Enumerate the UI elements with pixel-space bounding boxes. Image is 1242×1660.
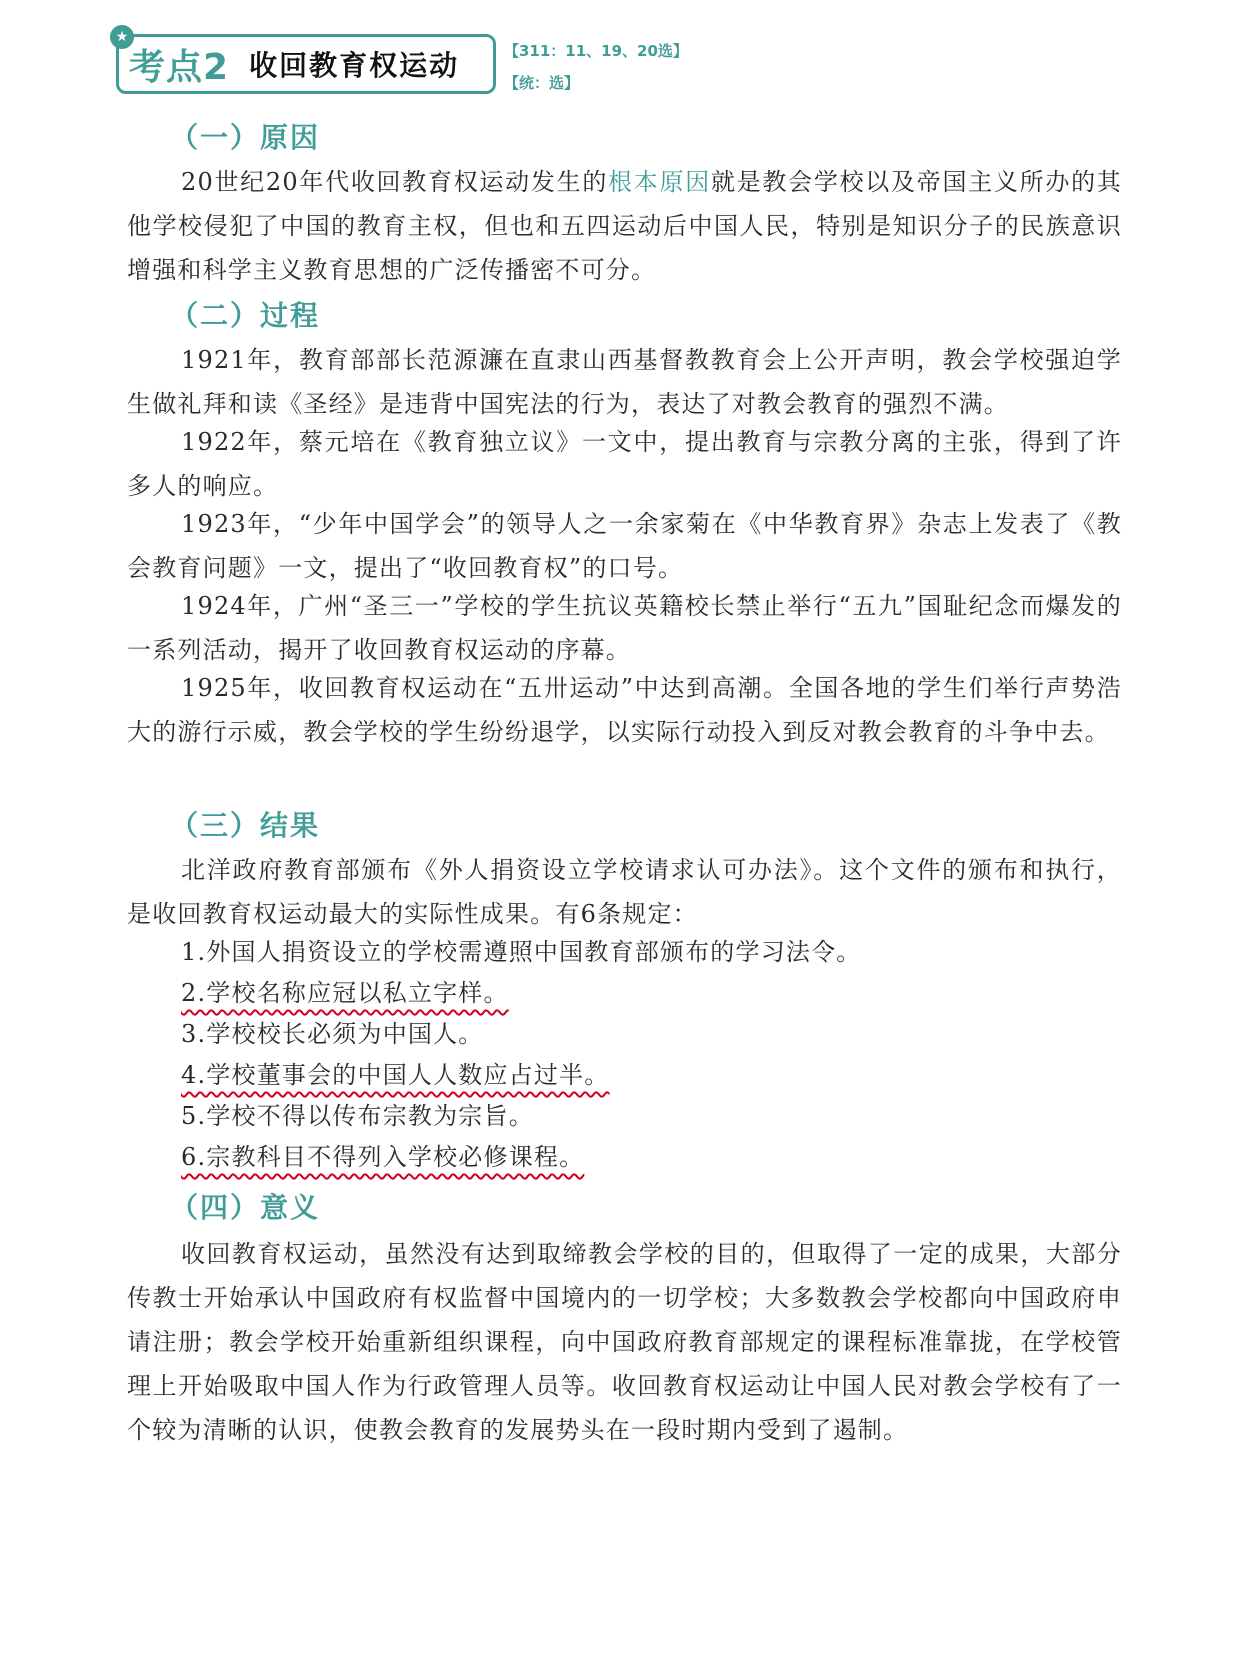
rule-item-6: 6.宗教科目不得列入学校必修课程。 <box>181 1143 585 1171</box>
section-heading-reason: （一）原因 <box>170 121 321 154</box>
reason-text-post: 就是教会学校以及帝国主义所办的其他学校侵犯了中国的教育主权，但也和五四运动后中国人民，特别是知识分子的民族意识增强和科学主义教育思想的广泛传播密不可分。 <box>127 168 1122 284</box>
process-paragraph-1925: 1925年，收回教育权运动在“五卅运动”中达到高潮。全国各地的学生们举行声势浩大的游行示威，教会学校的学生纷纷退学，以实际行动投入到反对教会教育的斗争中去。 <box>127 674 1122 746</box>
rule-item-1: 1.外国人捐资设立的学校需遵照中国教育部颁布的学习法令。 <box>181 938 862 966</box>
root-cause-highlight: 根本原因 <box>608 168 711 196</box>
section-heading-process: （二）过程 <box>170 299 321 332</box>
exam-tag-311: 【311：11、19、20选】 <box>504 42 688 60</box>
result-paragraph: 北洋政府教育部颁布《外人捐资设立学校请求认可办法》。这个文件的颁布和执行，是收回教育权运动最大的实际性成果。有6条规定： <box>127 856 1122 928</box>
reason-text-pre: 20世纪20年代收回教育权运动发生的 <box>181 168 609 196</box>
topic-number: 考点2 <box>129 46 230 88</box>
rule-item-2: 2.学校名称应冠以私立字样。 <box>181 979 509 1007</box>
star-icon: ★ <box>110 25 134 49</box>
exam-tag-tong: 【统：选】 <box>504 74 580 92</box>
rule-item-3: 3.学校校长必须为中国人。 <box>181 1020 484 1048</box>
process-paragraph-1923: 1923年，“少年中国学会”的领导人之一余家菊在《中华教育界》杂志上发表了《教会教育问题》一文，提出了“收回教育权”的口号。 <box>127 510 1122 582</box>
topic-title: 收回教育权运动 <box>249 49 460 82</box>
significance-paragraph: 收回教育权运动，虽然没有达到取缔教会学校的目的，但取得了一定的成果，大部分传教士开始承认中国政府有权监督中国境内的一切学校；大多数教会学校都向中国政府申请注册；教会学校开始重新组织课程，向中国政府教育部规定的课程标准靠拢，在学校管理上开始吸取中国人作为行政管理人员等。收回教育权运动让中国人民对教会学校有了一个较为清晰的认识，使教会教育的发展势头在一段时期内受到了遏制。 <box>127 1240 1122 1444</box>
process-paragraph-1921: 1921年，教育部部长范源濂在直隶山西基督教教育会上公开声明，教会学校强迫学生做礼拜和读《圣经》是违背中国宪法的行为，表达了对教会教育的强烈不满。 <box>127 346 1122 418</box>
rule-item-5: 5.学校不得以传布宗教为宗旨。 <box>181 1102 534 1130</box>
process-paragraph-1922: 1922年，蔡元培在《教育独立议》一文中，提出教育与宗教分离的主张，得到了许多人的响应。 <box>127 428 1122 500</box>
section-heading-result: （三）结果 <box>170 809 321 842</box>
rule-item-4: 4.学校董事会的中国人人数应占过半。 <box>181 1061 610 1089</box>
process-paragraph-1924: 1924年，广州“圣三一”学校的学生抗议英籍校长禁止举行“五九”国耻纪念而爆发的一系列活动，揭开了收回教育权运动的序幕。 <box>127 592 1122 664</box>
section-reason-paragraph <box>127 160 1122 292</box>
topic-header-box <box>115 29 496 94</box>
section-heading-significance: （四）意义 <box>170 1191 321 1224</box>
